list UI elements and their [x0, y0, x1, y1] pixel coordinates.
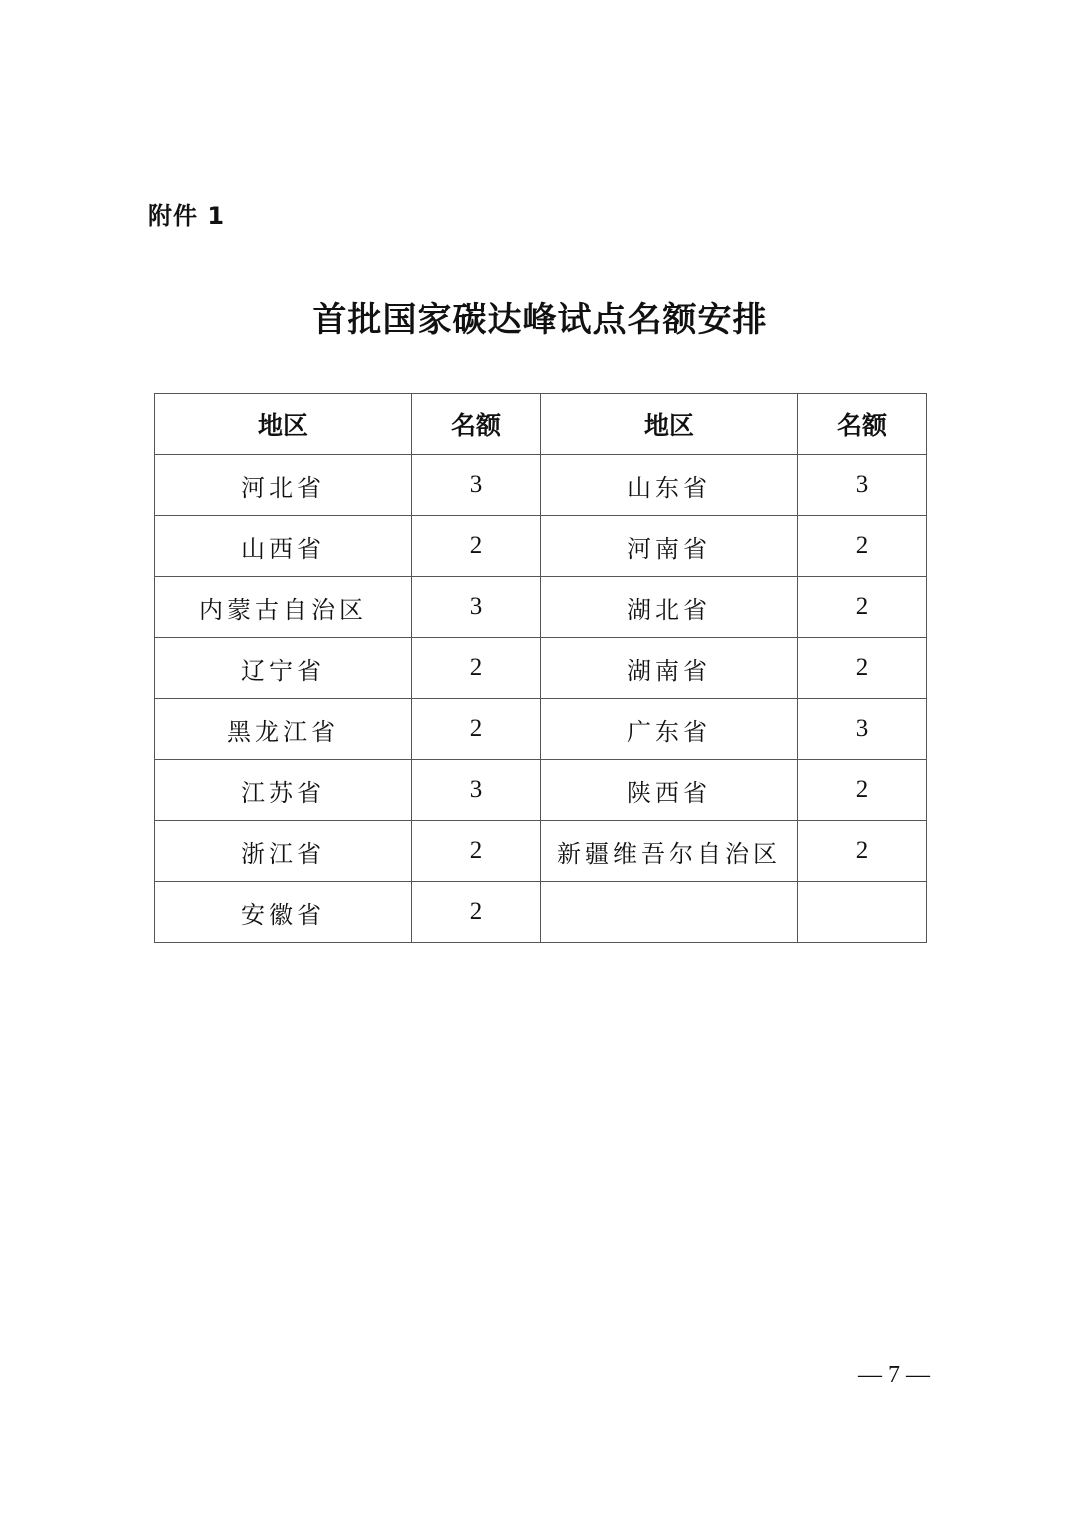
region-cell: 浙江省: [155, 821, 412, 882]
page-number: — 7 —: [858, 1362, 930, 1388]
document-title: 首批国家碳达峰试点名额安排: [312, 300, 768, 340]
quota-cell: 3: [412, 760, 541, 821]
region-cell: 辽宁省: [155, 638, 412, 699]
table-row: [155, 882, 927, 943]
region-cell: [541, 882, 798, 943]
table-row: [155, 760, 927, 821]
quota-cell: 2: [412, 699, 541, 760]
quota-cell: 2: [798, 577, 927, 638]
quota-cell: 2: [798, 638, 927, 699]
region-cell: 湖北省: [541, 577, 798, 638]
region-cell: 山西省: [155, 516, 412, 577]
quota-cell: 3: [798, 455, 927, 516]
table-row: [155, 821, 927, 882]
quota-cell: 3: [798, 699, 927, 760]
table-row: [155, 455, 927, 516]
region-cell: 山东省: [541, 455, 798, 516]
quota-cell: 2: [798, 821, 927, 882]
header-region-left: 地区: [155, 394, 412, 455]
attachment-label: 附件 1: [148, 202, 226, 230]
table-row: [155, 638, 927, 699]
region-cell: 河北省: [155, 455, 412, 516]
quota-cell: 3: [412, 577, 541, 638]
region-cell: 陕西省: [541, 760, 798, 821]
region-cell: 河南省: [541, 516, 798, 577]
table-header-row: [155, 394, 927, 455]
quota-cell: 2: [412, 821, 541, 882]
region-cell: 新疆维吾尔自治区: [541, 821, 798, 882]
header-region-right: 地区: [541, 394, 798, 455]
quota-cell: 2: [798, 760, 927, 821]
region-cell: 内蒙古自治区: [155, 577, 412, 638]
region-cell: 黑龙江省: [155, 699, 412, 760]
region-cell: 江苏省: [155, 760, 412, 821]
quota-cell: 2: [412, 638, 541, 699]
quota-table: [154, 393, 927, 943]
region-cell: 安徽省: [155, 882, 412, 943]
quota-cell: 3: [412, 455, 541, 516]
region-cell: 广东省: [541, 699, 798, 760]
region-cell: 湖南省: [541, 638, 798, 699]
table-row: [155, 516, 927, 577]
header-quota-left: 名额: [412, 394, 541, 455]
quota-cell: 2: [412, 882, 541, 943]
quota-cell: 2: [412, 516, 541, 577]
header-quota-right: 名额: [798, 394, 927, 455]
table-row: [155, 577, 927, 638]
quota-cell: [798, 882, 927, 943]
quota-cell: 2: [798, 516, 927, 577]
table-row: [155, 699, 927, 760]
